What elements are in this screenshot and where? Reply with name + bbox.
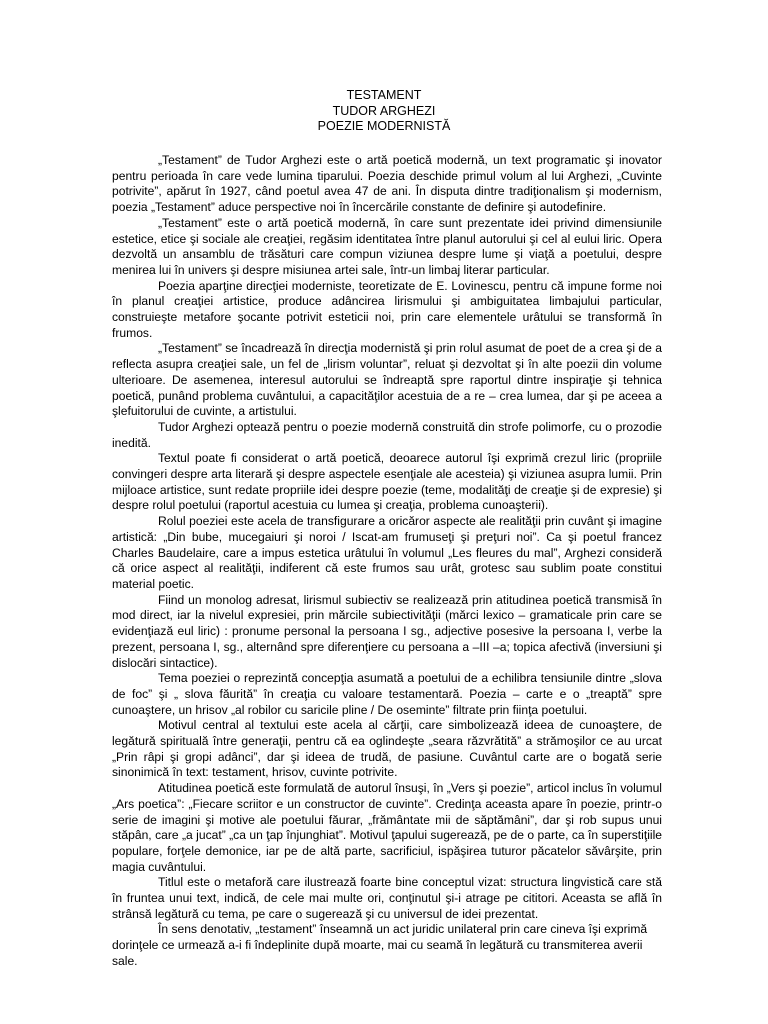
paragraph: Tudor Arghezi optează pentru o poezie modernă construită din strofe polimorfe, cu o prozodie inedită. [112,419,662,450]
title-line-author: TUDOR ARGHEZI [332,103,436,118]
paragraph: Fiind un monolog adresat, lirismul subiectiv se realizează prin atitudinea poetică transmisă în mod direct, iar la nivelul expresiei, prin mărcile subiectivităţii (mărci lexico – gramaticale prin care se evidenţiază eul liric) : pronume personal la persoana I sg., adjective posesive la persoana I, verbe la prezent, persoana I, sg., alternând spre diferenţiere cu persoana a –III –a; topica afectivă (inversiuni şi dislocări sintactice). [112,592,662,670]
paragraph: Titlul este o metaforă care ilustrează foarte bine conceptul vizat: structura lingvistică care stă în fruntea unui text, indică, de cele mai multe ori, conţinutul şi-i atrage pe cititori. Aceasta se află în strânsă legătură cu tema, pe care o sugerează şi cu universul de idei prezentat. [112,875,662,921]
document-body [112,153,662,970]
title-line-testament: TESTAMENT [346,88,422,102]
paragraph: Atitudinea poetică este formulată de autorul însuşi, în „Vers şi poezie”, articol inclus în volumul „Ars poetica”: „Fiecare scriitor e un constructor de cuvinte”. Credinţa aceasta apare în poezie, printr-o serie de imagini şi motive ale poetului făurar, „frământate mii de săptămâni”, dar şi rob supus unui stăpân, care „a jucat” „ca un ţap înjunghiat”. Motivul ţapului sugerează, pe de o parte, ca în superstiţiile populare, forţele demonice, iar pe de altă parte, sacrificiul, ispăşirea tuturor păcatelor săvârşite, prin magia cuvântului. [112,781,662,874]
paragraph: „Testament” este o artă poetică modernă, în care sunt prezentate idei privind dimensiunile estetice, etice şi sociale ale creaţiei, regăsim identitatea între planul autorului şi cel al eului liric. Opera dezvoltă un ansamblu de trăsături care compun viziunea despre lume şi viaţă a poetului, despre menirea lui în univers şi despre misiunea artei sale, într-un limbaj literar particular. [112,215,662,277]
paragraph: Textul poate fi considerat o artă poetică, deoarece autorul îşi exprimă crezul liric (propriile convingeri despre arta literară şi despre aspectele esenţiale ale acesteia) şi viziunea asupra lumii. Prin mijloace artistice, sunt redate propriile idei despre poezie (teme, modalităţi de creaţie şi de expresie) şi despre rolul poetului (raportul acestuia cu lumea şi creaţia, problema cunoaşterii). [112,451,662,513]
paragraph: Motivul central al textului este acela al cărţii, care simbolizează ideea de cunoaştere, de legătură spirituală între generaţii, pentru că ea oglindeşte „seara răzvrătită” a strămoşilor ce au urcat „Prin râpi şi gropi adânci”, dar şi ideea de trudă, de pasiune. Cuvântul carte are o bogată serie sinonimică în text: testament, hrisov, cuvinte potrivite. [112,718,662,780]
paragraph: Poezia aparţine direcţiei moderniste, teoretizate de E. Lovinescu, pentru că impune forme noi în planul creaţiei artistice, produce adâncirea lirismului şi ambiguitatea limbajului particular, construieşte metafore şocante potrivit esteticii noi, prin care elementele urâtului se transformă în frumos. [112,278,662,340]
paragraph: Rolul poeziei este acela de transfigurare a oricăror aspecte ale realităţii prin cuvânt şi imagine artistică: „Din bube, mucegaiuri şi noroi / Iscat-am frumuseţi şi preţuri noi”. Ca şi poetul francez Charles Baudelaire, care a impus estetica urâtului în volumul „Les fleures du mal”, Arghezi consideră că orice aspect al realităţii, indiferent că este frumos sau urât, grotesc sau sublim poate constitui material poetic. [112,514,662,591]
paragraph: „Testament” se încadrează în direcţia modernistă şi prin rolul asumat de poet de a crea şi de a reflecta asupra creaţiei sale, un fel de „lirism voluntar”, reluat şi dezvoltat şi în alte poezii din volume ulterioare. De asemenea, interesul autorului se îndreaptă spre raportul dintre inspiraţie şi tehnica poetică, punând problema cuvântului, a capacităţilor acestuia de a re – crea lumea, dar şi pe aceea a şlefuitorului de cuvinte, a artistului. [112,341,662,419]
document-title [0,88,768,135]
title-line-genre: POEZIE MODERNISTĂ [317,119,451,133]
paragraph: „Testament” de Tudor Arghezi este o artă poetică modernă, un text programatic şi inovator pentru perioada în care vede lumina tiparului. Poezia deschide primul volum al lui Arghezi, „Cuvinte potrivite”, apărut în 1927, când poetul avea 47 de ani. În disputa dintre tradiţionalism şi modernism, poezia „Testament” aduce perspective noi în încercările constante de definire şi autodefinire. [112,153,662,215]
paragraph: În sens denotativ, „testament” înseamnă un act juridic unilateral prin care cineva îşi exprimă dorinţele ce urmează a-i fi îndeplinite după moarte, mai cu seamă în legătură cu transmiterea averii sale. [112,922,648,968]
paragraph: Tema poeziei o reprezintă concepţia asumată a poetului de a echilibra tensiunile dintre „slova de foc” şi „ slova făurită” în creaţia cu valoare testamentară. Poezia – carte e o „treaptă” spre cunoaştere, un hrisov „al robilor cu saricile pline / De oseminte” filtrate prin fiinţa poetului. [112,671,662,717]
